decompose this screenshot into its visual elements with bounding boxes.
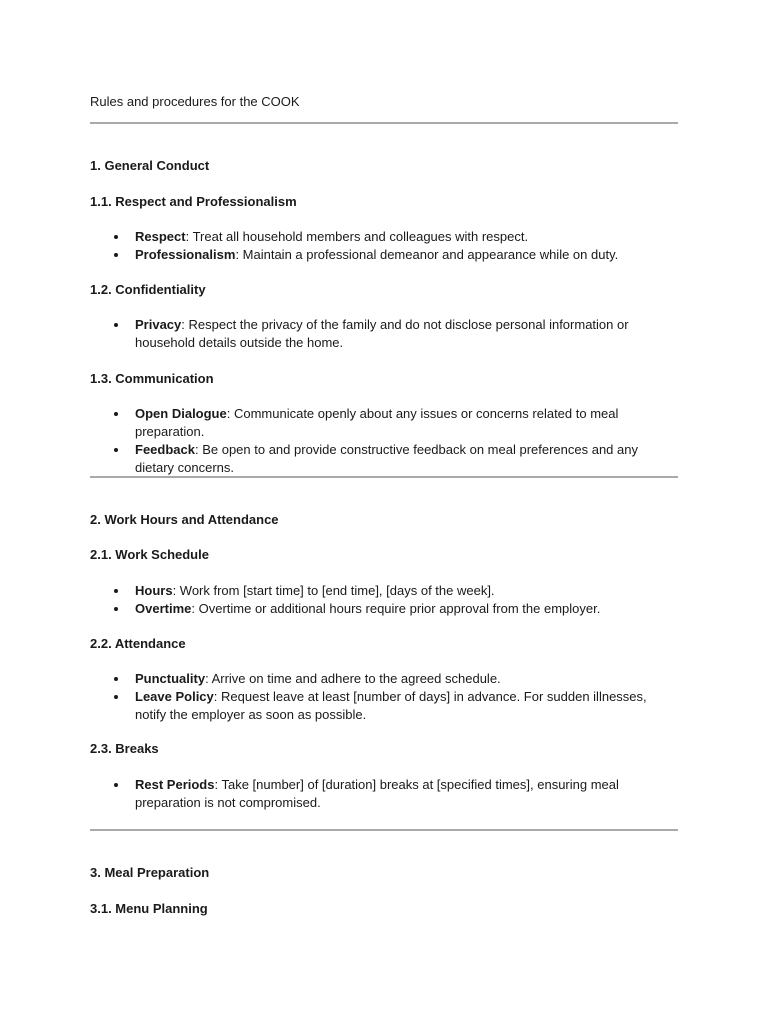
item-term: Respect	[135, 229, 186, 244]
section-1-3-list	[90, 405, 678, 477]
section-2-3-heading: 2.3. Breaks	[90, 741, 159, 756]
list-item	[90, 670, 678, 688]
section-3-1-heading: 3.1. Menu Planning	[90, 901, 208, 916]
document-title: Rules and procedures for the COOK	[90, 94, 300, 109]
list-item	[90, 246, 678, 264]
item-text: : Communicate openly about any issues or concerns related to meal preparation.	[135, 406, 619, 439]
section-1-2-list	[90, 316, 678, 352]
list-item	[90, 688, 678, 724]
list-item	[90, 441, 678, 477]
item-text: : Work from [start time] to [end time], [days of the week].	[172, 583, 495, 598]
section-1-1-list	[90, 228, 678, 264]
item-term: Feedback	[135, 442, 195, 457]
item-text: : Respect the privacy of the family and do not disclose personal information or household details outside the home.	[135, 317, 629, 350]
item-term: Professionalism	[135, 247, 236, 262]
section-2-heading: 2. Work Hours and Attendance	[90, 512, 279, 527]
item-text: : Request leave at least [number of days] in advance. For sudden illnesses, notify the employer as soon as possible.	[135, 689, 647, 722]
item-term: Rest Periods	[135, 777, 215, 792]
item-term: Leave Policy	[135, 689, 214, 704]
item-text: : Arrive on time and adhere to the agreed schedule.	[205, 671, 501, 686]
list-item	[90, 228, 678, 246]
section-2-3-list	[90, 776, 678, 812]
list-item	[90, 582, 678, 600]
item-text: : Take [number] of [duration] breaks at [specified times], ensuring meal preparation is not compromised.	[135, 777, 619, 810]
section-2-2-list	[90, 670, 678, 724]
section-1-1-heading: 1.1. Respect and Professionalism	[90, 194, 297, 209]
section-2-2-heading: 2.2. Attendance	[90, 636, 186, 651]
item-term: Hours	[135, 583, 173, 598]
item-text: : Be open to and provide constructive feedback on meal preferences and any dietary concerns.	[135, 442, 638, 475]
divider	[90, 829, 678, 831]
item-term: Overtime	[135, 601, 192, 616]
list-item	[90, 600, 678, 618]
section-3-heading: 3. Meal Preparation	[90, 865, 210, 880]
divider	[90, 476, 678, 478]
item-text: : Treat all household members and colleagues with respect.	[185, 229, 529, 244]
section-1-heading: 1. General Conduct	[90, 158, 210, 173]
section-2-1-list	[90, 582, 678, 618]
list-item	[90, 316, 678, 352]
item-term: Punctuality	[135, 671, 206, 686]
item-text: : Maintain a professional demeanor and appearance while on duty.	[235, 247, 619, 262]
list-item	[90, 405, 678, 441]
item-text: : Overtime or additional hours require prior approval from the employer.	[191, 601, 601, 616]
item-term: Privacy	[135, 317, 182, 332]
list-item	[90, 776, 678, 812]
divider	[90, 122, 678, 124]
section-1-3-heading: 1.3. Communication	[90, 371, 214, 386]
section-1-2-heading: 1.2. Confidentiality	[90, 282, 206, 297]
item-term: Open Dialogue	[135, 406, 227, 421]
section-2-1-heading: 2.1. Work Schedule	[90, 547, 209, 562]
